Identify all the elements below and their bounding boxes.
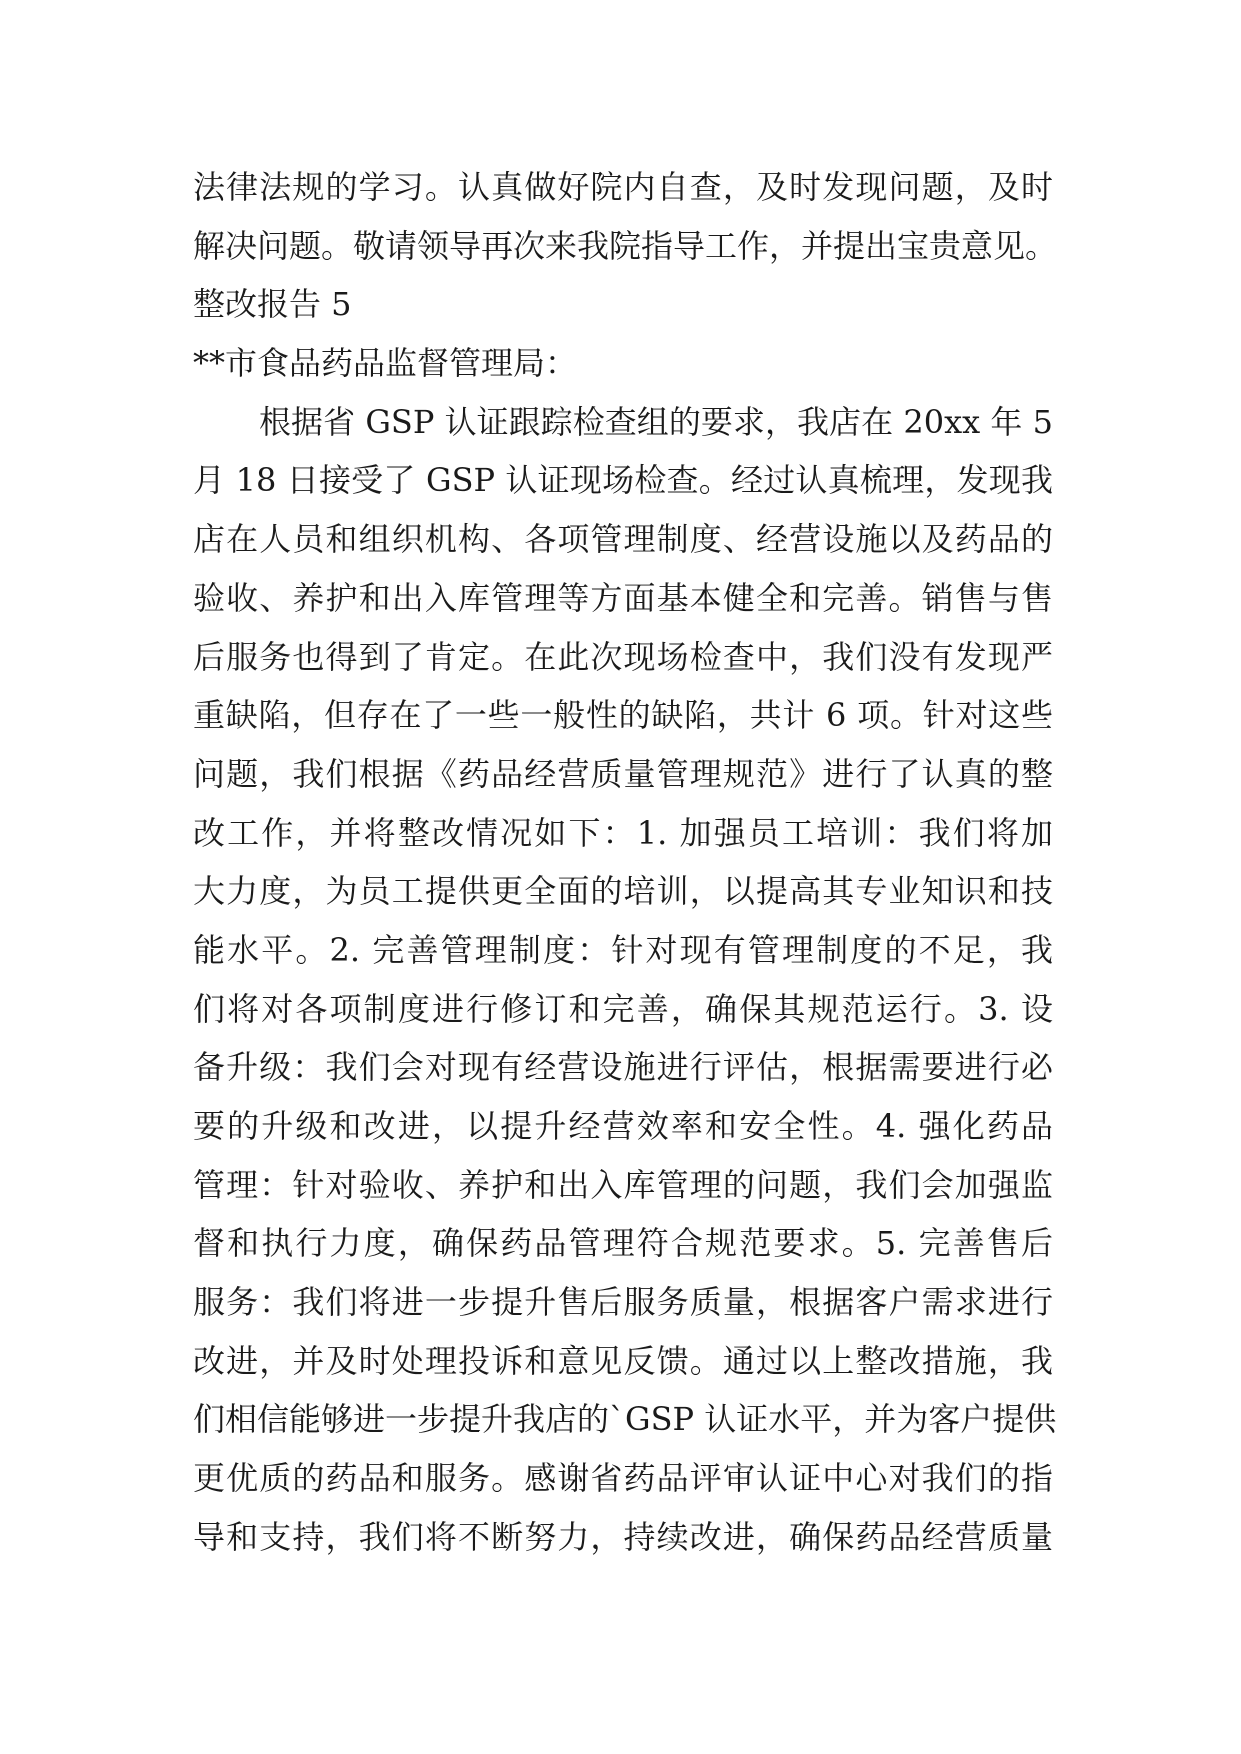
- text-line: 要的升级和改进，以提升经营效率和安全性。4. 强化药品: [193, 1107, 1053, 1145]
- text-line: 改进，并及时处理投诉和意见反馈。通过以上整改措施，我: [193, 1341, 1053, 1380]
- text-line: 们相信能够进一步提升我店的`GSP 认证水平，并为客户提供: [193, 1400, 1057, 1439]
- text-line: 重缺陷，但存在了一些一般性的缺陷，共计 6 项。针对这些: [193, 696, 1053, 735]
- document-page: [193, 158, 1058, 1567]
- text-line: 大力度，为员工提供更全面的培训，以提高其专业知识和技: [193, 872, 1053, 911]
- addressee-line: **市食品药品监督管理局：: [193, 344, 578, 383]
- text-line: 后服务也得到了肯定。在此次现场检查中，我们没有发现严: [193, 637, 1053, 676]
- text-line: 们将对各项制度进行修订和完善，确保其规范运行。3. 设: [193, 989, 1053, 1028]
- text-line: 督和执行力度，确保药品管理符合规范要求。5. 完善售后: [193, 1224, 1053, 1263]
- text-line: 更优质的药品和服务。感谢省药品评审认证中心对我们的指: [193, 1459, 1053, 1498]
- text-line: 店在人员和组织机构、各项管理制度、经营设施以及药品的: [193, 520, 1053, 559]
- text-line: 问题，我们根据《药品经营质量管理规范》进行了认真的整: [193, 754, 1053, 793]
- text-line: 改工作，并将整改情况如下：1. 加强员工培训：我们将加: [193, 813, 1053, 852]
- text-line: 服务：我们将进一步提升售后服务质量，根据客户需求进行: [193, 1283, 1053, 1322]
- section-heading: 整改报告 5: [193, 285, 352, 324]
- text-line: 月 18 日接受了 GSP 认证现场检查。经过认真梳理，发现我: [193, 461, 1053, 500]
- text-line: 管理：针对验收、养护和出入库管理的问题，我们会加强监: [193, 1165, 1053, 1204]
- text-line: 备升级：我们会对现有经营设施进行评估，根据需要进行必: [193, 1048, 1053, 1087]
- paragraph-first-line: 根据省 GSP 认证跟踪检查组的要求，我店在 20xx 年 5: [259, 402, 1053, 441]
- text-line: 解决问题。敬请领导再次来我院指导工作，并提出宝贵意见。: [193, 226, 1058, 265]
- text-line: 法律法规的学习。认真做好院内自查，及时发现问题，及时: [193, 168, 1053, 206]
- text-line: 能水平。2. 完善管理制度：针对现有管理制度的不足，我: [193, 930, 1053, 969]
- text-line: 导和支持，我们将不断努力，持续改进，确保药品经营质量: [193, 1517, 1053, 1556]
- text-line: 验收、养护和出入库管理等方面基本健全和完善。销售与售: [193, 578, 1053, 617]
